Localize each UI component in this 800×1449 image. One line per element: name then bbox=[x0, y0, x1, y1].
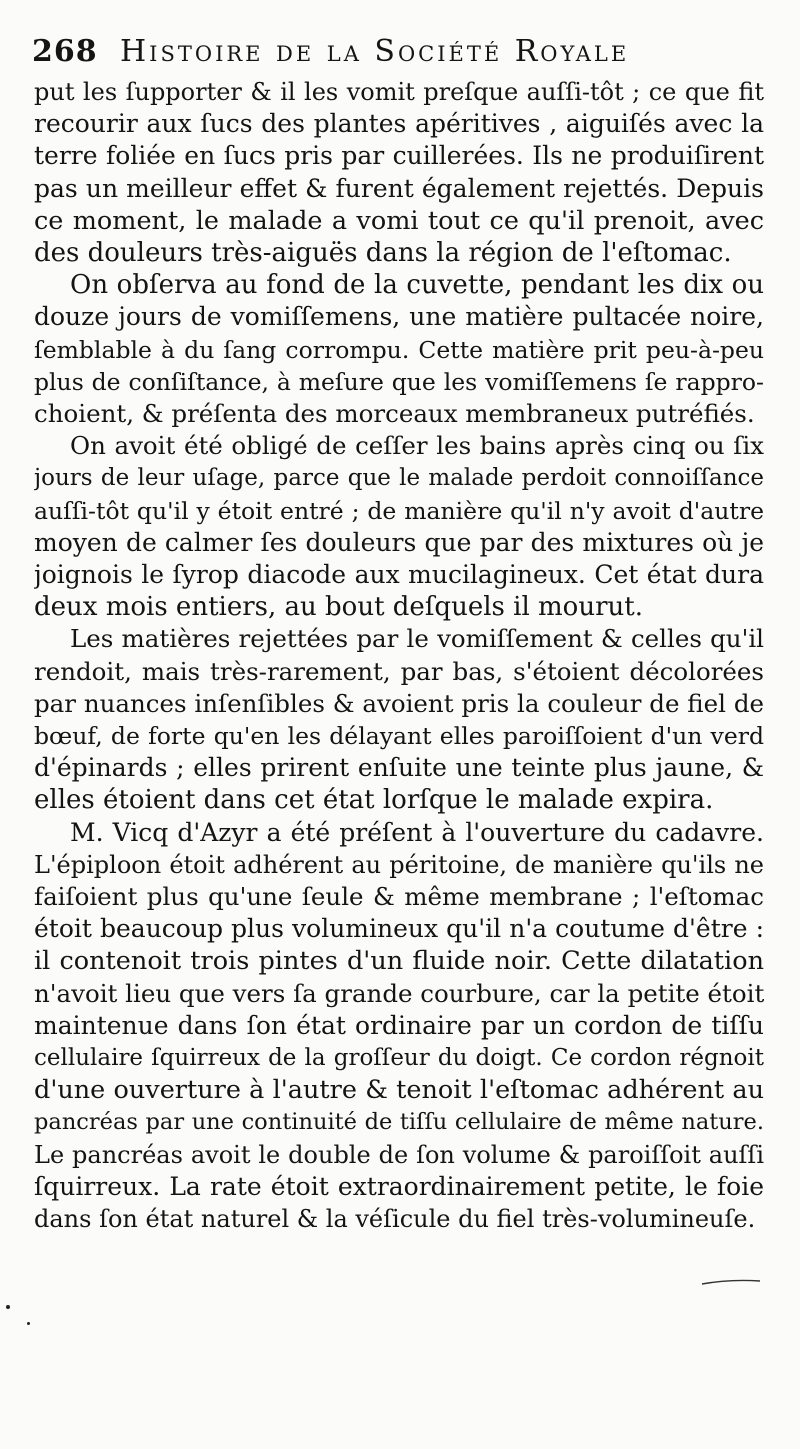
text-line: joignois le ſyrop diacode aux mucilagineux. Cet état dura bbox=[34, 560, 764, 589]
text-line: pancréas par une continuité de tiſſu cellulaire de même nature. bbox=[34, 1109, 764, 1136]
text-line: ſemblable à du ſang corrompu. Cette matière prit peu-à-peu bbox=[34, 335, 764, 364]
page-number: 268 bbox=[32, 34, 98, 69]
text-line: douze jours de vomiſſemens, une matière pultacée noire, bbox=[34, 302, 764, 332]
text-line: jours de leur uſage, parce que le malade perdoit connoiſſance bbox=[34, 465, 764, 492]
text-line: étoit beaucoup plus volumineux qu'il n'a coutume d'être : bbox=[34, 914, 764, 944]
text-line: des douleurs très-aiguës dans la région de l'eſtomac. bbox=[34, 238, 732, 268]
text-line: rendoit, mais très-rarement, par bas, s'étoient décolorées bbox=[34, 656, 764, 686]
text-line: d'une ouverture à l'autre & tenoit l'eſtomac adhérent au bbox=[34, 1075, 764, 1106]
text-line: bœuf, de forte qu'en les délayant elles paroiſſoient d'un verd bbox=[34, 722, 764, 750]
text-line: moyen de calmer ſes douleurs que par des mixtures où je bbox=[34, 527, 764, 557]
text-line: M. Vicq d'Azyr a été préſent à l'ouverture du cadavre. bbox=[70, 817, 764, 847]
text-line: deux mois entiers, au bout deſquels il mourut. bbox=[34, 592, 643, 623]
text-line: put les ſupporter & il les vomit preſque auſſi-tôt ; ce que fit bbox=[34, 78, 764, 106]
text-line: d'épinards ; elles prirent enſuite une teinte plus jaune, & bbox=[34, 753, 764, 783]
text-line: par nuances inſenſibles & avoient pris la couleur de fiel de bbox=[34, 688, 764, 718]
catchword-flourish bbox=[700, 1278, 762, 1286]
text-line: auſſi-tôt qu'il y étoit entré ; de manière qu'il n'y avoit d'autre bbox=[34, 496, 764, 525]
page-header bbox=[32, 28, 762, 72]
text-line: choient, & préſenta des morceaux membraneux putréfiés. bbox=[34, 399, 755, 428]
running-title: Histoire de la Société Royale bbox=[120, 34, 630, 69]
text-line: Les matières rejettées par le vomiſſement & celles qu'il bbox=[70, 624, 764, 654]
text-line: On obſerva au fond de la cuvette, pendant les dix ou bbox=[70, 270, 764, 301]
text-line: faiſoient plus qu'une ſeule & même membrane ; l'eſtomac bbox=[34, 882, 764, 911]
ink-speck bbox=[6, 1305, 10, 1309]
text-line: recourir aux ſucs des plantes apéritives , aiguiſés avec la bbox=[34, 109, 764, 139]
text-line: Le pancréas avoit le double de ſon volume & paroiſſoit auſſi bbox=[34, 1140, 764, 1169]
text-line: dans ſon état naturel & la véſicule du fiel très-volumineuſe. bbox=[34, 1205, 756, 1233]
text-line: pas un meilleur effet & furent également rejettés. Depuis bbox=[34, 173, 764, 203]
text-line: On avoit été obligé de ceſſer les bains après cinq ou ſix bbox=[70, 431, 764, 461]
text-line: n'avoit lieu que vers ſa grande courbure, car la petite étoit bbox=[34, 978, 764, 1008]
text-line: il contenoit trois pintes d'un fluide noir. Cette dilatation bbox=[34, 946, 764, 977]
ink-speck bbox=[27, 1322, 30, 1325]
text-line: ce moment, le malade a vomi tout ce qu'il prenoit, avec bbox=[34, 205, 764, 236]
text-line: maintenue dans ſon état ordinaire par un cordon de tiſſu bbox=[34, 1010, 764, 1040]
text-line: cellulaire ſquirreux de la groſſeur du doigt. Ce cordon régnoit bbox=[34, 1045, 764, 1071]
text-line: L'épiploon étoit adhérent au péritoine, de manière qu'ils ne bbox=[34, 850, 764, 879]
text-line: plus de conſiſtance, à meſure que les vomiſſemens ſe rappro- bbox=[34, 367, 764, 396]
text-line: terre foliée en ſucs pris par cuillerées. Ils ne produiſirent bbox=[34, 141, 764, 171]
text-line: ſquirreux. La rate étoit extraordinairement petite, le foie bbox=[34, 1171, 764, 1201]
text-line: elles étoient dans cet état lorſque le malade expira. bbox=[34, 785, 714, 816]
